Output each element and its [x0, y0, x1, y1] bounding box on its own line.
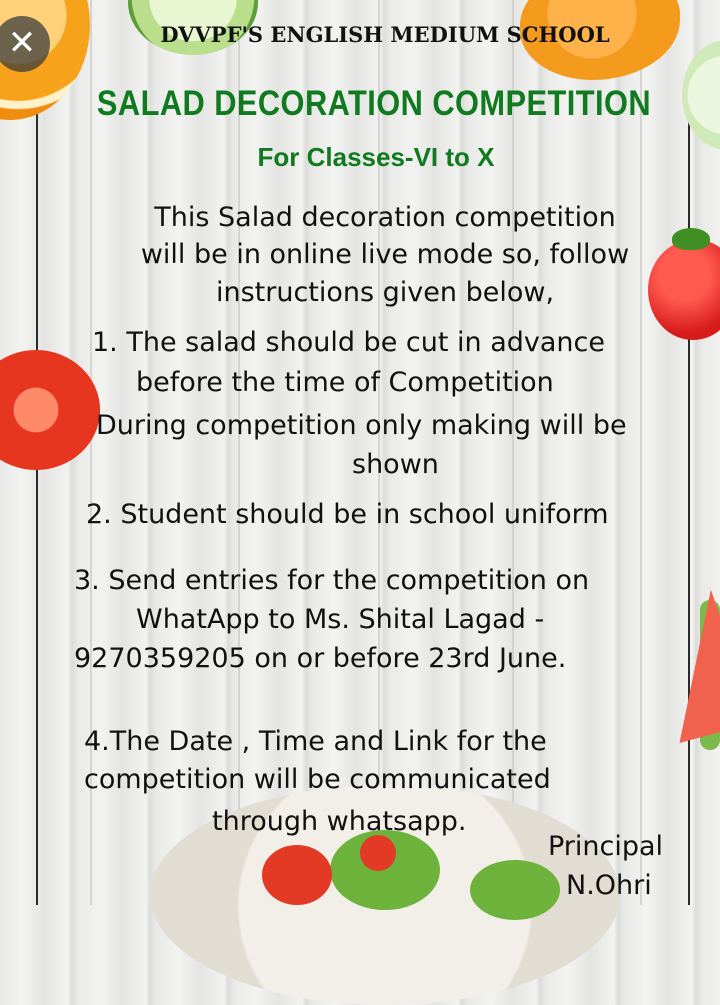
- rule-4-line: competition will be communicated: [84, 764, 551, 795]
- rule-1-line: before the time of Competition: [136, 367, 554, 398]
- intro-line: will be in online live mode so, follow: [140, 239, 630, 270]
- page-title: SALAD DECORATION COMPETITION: [96, 84, 652, 123]
- rule-3-line: 3. Send entries for the competition on: [74, 565, 590, 596]
- rule-4-line: through whatsapp.: [212, 806, 467, 837]
- rule-4-line: 4.The Date , Time and Link for the: [84, 726, 547, 757]
- close-button[interactable]: ✕: [0, 16, 50, 72]
- intro-line: instructions given below,: [215, 277, 555, 308]
- rule-2-line: 2. Student should be in school uniform: [86, 499, 609, 530]
- intro-line: This Salad decoration competition: [154, 202, 616, 233]
- rule-3-line: 9270359205 on or before 23rd June.: [74, 643, 567, 674]
- cherry-tomato-image: [360, 835, 396, 871]
- page-subtitle: For Classes-VI to X: [257, 142, 495, 172]
- lettuce-image: [470, 860, 560, 920]
- school-name: DVVPF'S ENGLISH MEDIUM SCHOOL: [160, 22, 610, 47]
- tomato-piece-image: [262, 845, 332, 905]
- rule-1-line: shown: [352, 449, 439, 480]
- rule-1-line: 1. The salad should be cut in advance: [92, 327, 605, 358]
- signature-name: N.Ohri: [566, 870, 652, 901]
- signature-role: Principal: [548, 831, 664, 862]
- rule-3-line: WhatApp to Ms. Shital Lagad -: [136, 604, 545, 635]
- rule-1-line: During competition only making will be: [96, 410, 627, 441]
